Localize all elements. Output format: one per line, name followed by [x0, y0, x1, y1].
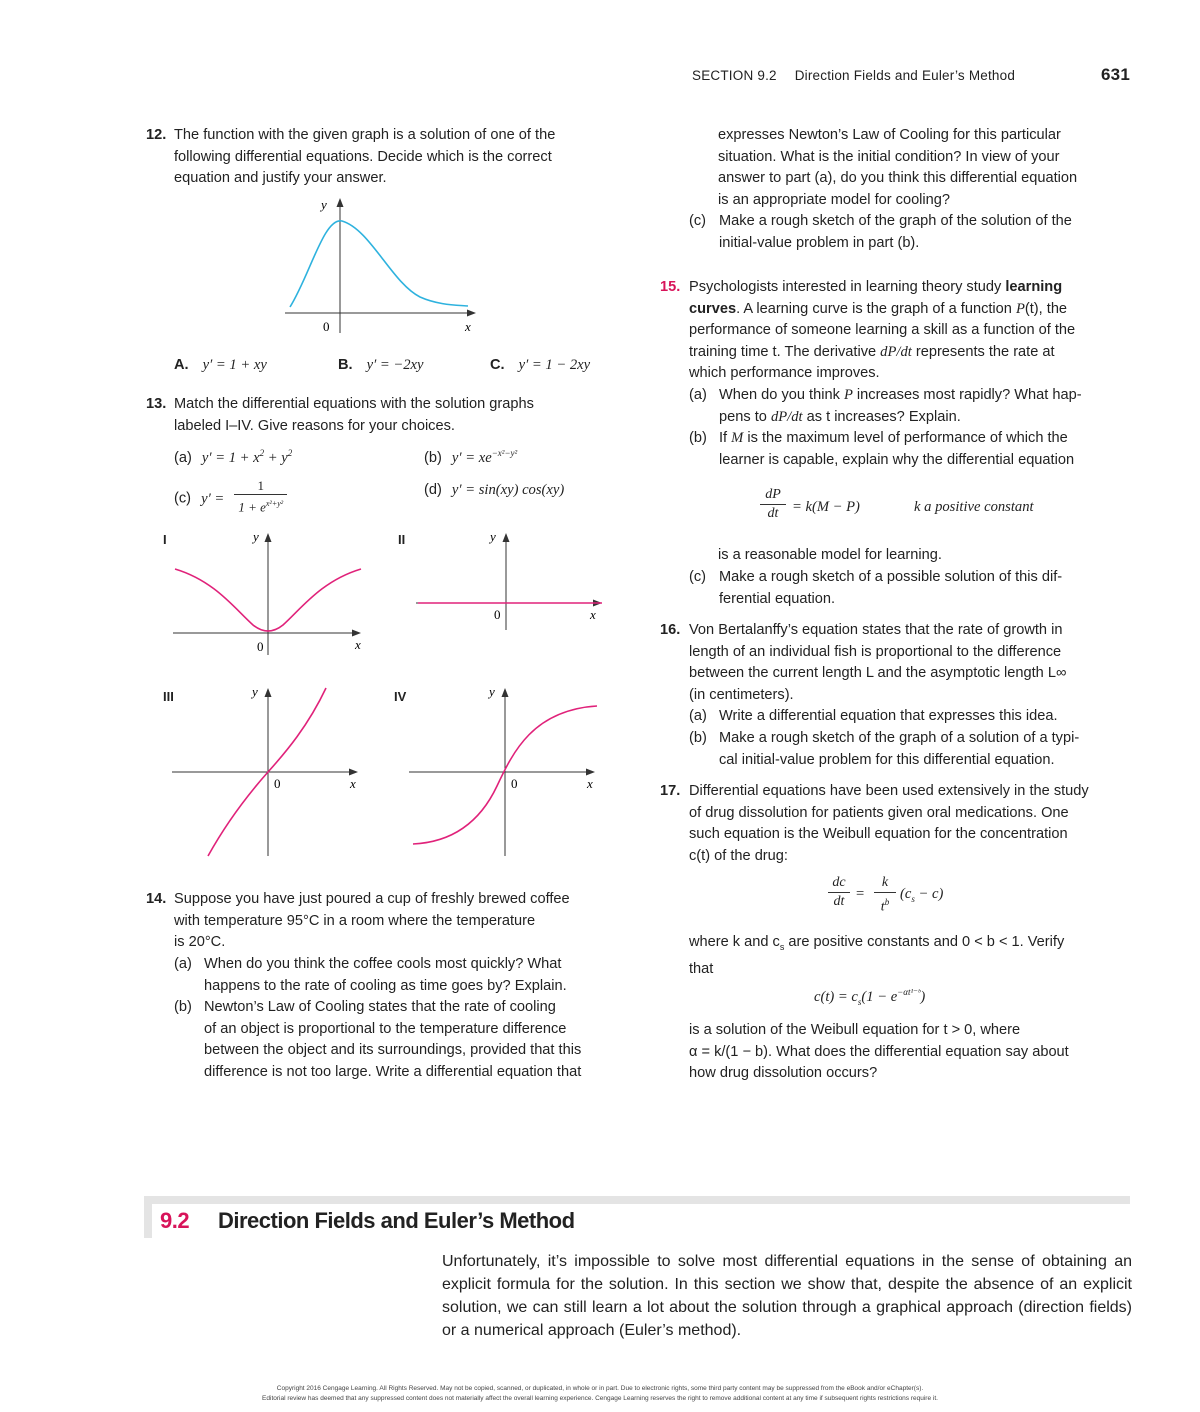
header-section: SECTION 9.2	[692, 68, 777, 83]
graph-label-III: III	[163, 689, 174, 704]
page-number: 631	[1101, 65, 1130, 84]
choice-equation: y′ = −2xy	[366, 357, 424, 373]
problem-number: 14.	[146, 891, 167, 907]
y-axis-arrow	[502, 688, 509, 697]
text-line: When do you think the coffee cools most quickly? What	[204, 956, 562, 972]
problem-text	[174, 394, 634, 437]
text-run: . A learning curve is the graph of a function	[736, 300, 1016, 317]
text-line: how drug dissolution occurs?	[689, 1065, 878, 1082]
text-line	[689, 299, 1139, 321]
problem-text	[174, 125, 634, 190]
text-line: cal initial-value problem for this differential equation.	[719, 751, 1055, 768]
section-number: 9.2	[160, 1208, 190, 1233]
section-rule	[144, 1196, 1130, 1204]
p15-part-a	[689, 385, 1139, 429]
x-label: x	[587, 776, 593, 791]
x-axis-arrow	[586, 769, 595, 776]
math: dP/dt	[880, 343, 912, 360]
fraction-den	[874, 893, 896, 917]
text-line: Match the differential equations with the solution graphs	[174, 396, 534, 412]
text-line: Make a rough sketch of a possible solution of this dif-	[719, 569, 1063, 585]
eq-sup: −αt¹⁻ᵇ	[897, 987, 921, 997]
text-run: (t), the	[1024, 300, 1068, 317]
eq-part: )	[920, 988, 926, 1005]
choice-label: A.	[174, 357, 189, 373]
graph-label-II: II	[398, 532, 406, 547]
header-title: Direction Fields and Euler’s Method	[794, 68, 1016, 83]
y-axis-arrow	[265, 533, 272, 542]
graph-label-I: I	[163, 532, 167, 547]
y-axis-arrow	[265, 688, 272, 697]
text-run: increases most rapidly? What hap-	[852, 387, 1082, 403]
y-label: y	[252, 684, 258, 699]
part-label: (c)	[689, 569, 707, 585]
text-line: learner is capable, explain why the differential equation	[719, 451, 1075, 468]
text-line: such equation is the Weibull equation for the concentration	[689, 826, 1068, 843]
math: dP/dt	[770, 408, 803, 425]
p15-equation	[760, 486, 1100, 530]
x-label: x	[465, 319, 471, 334]
choice-b	[338, 355, 424, 377]
eq-sub: s	[911, 893, 915, 904]
choice-label: B.	[338, 357, 353, 373]
copyright-line: Editorial review has deemed that any suppressed content does not materially affect the overall learning experience. Cengage Learning reserves the right to remove additional content at any time if subsequent rights restrictions require it.	[262, 1395, 938, 1402]
eq-part: y′ = xe	[451, 449, 492, 466]
text-line: performance of someone learning a skill as a function of the	[689, 322, 1076, 339]
text-run: as t increases? Explain.	[802, 408, 961, 425]
p14-continued	[718, 125, 1138, 211]
text-run: When do you think	[719, 387, 844, 403]
eq-part: t	[880, 899, 885, 915]
fraction-num: dP	[760, 486, 786, 505]
part-label: (a)	[689, 387, 707, 403]
part-text	[719, 728, 1139, 771]
p13-eq-c	[174, 480, 287, 517]
equation-rhs: = k(M − P)	[792, 499, 860, 515]
equation	[202, 450, 292, 466]
solution-curve	[290, 221, 468, 307]
text-run: pens to	[719, 408, 771, 425]
equation	[452, 450, 517, 466]
text-line: labeled I–IV. Give reasons for your choices.	[174, 417, 455, 434]
text-line	[689, 932, 1139, 959]
text-line: which performance improves.	[689, 365, 880, 382]
graph-label-IV: IV	[394, 689, 407, 704]
fraction	[828, 874, 850, 911]
eq-sup: 2	[259, 448, 265, 458]
text-line: Differential equations have been used extensively in the study	[689, 783, 1089, 799]
equation: y′ = sin(xy) cos(xy)	[451, 482, 565, 498]
graph-I	[165, 525, 375, 660]
part-text	[719, 706, 1139, 728]
text-run: are positive constants and 0 < b < 1. Verify	[784, 934, 1065, 950]
text-run: is the maximum level of performance of which the	[743, 430, 1068, 446]
text-line: Write a differential equation that expresses this idea.	[719, 708, 1058, 724]
fraction	[760, 486, 786, 523]
p14-part-a	[174, 954, 634, 998]
eq-sup: 2	[287, 448, 293, 458]
math: P	[843, 387, 853, 403]
text-line	[689, 277, 1139, 299]
text-line: Suppose you have just poured a cup of freshly brewed coffee	[174, 891, 570, 907]
fraction	[234, 478, 287, 515]
part-label: (d)	[424, 482, 442, 498]
equation-rhs	[900, 884, 943, 911]
copyright-notice	[135, 1384, 1065, 1404]
text-run: If	[719, 430, 732, 446]
part-text	[719, 567, 1139, 610]
text-line: is a reasonable model for learning.	[718, 547, 942, 563]
text-line: is 20°C.	[174, 934, 226, 951]
part-text	[204, 997, 634, 1083]
text-line: happens to the rate of cooling as time goes by? Explain.	[204, 977, 567, 994]
text-line: Make a rough sketch of the graph of a solution of a typi-	[719, 730, 1080, 746]
text-line: α = k/(1 − b). What does the differential equation say about	[689, 1043, 1069, 1060]
equals-sign: =	[856, 886, 865, 902]
problem-text	[174, 889, 634, 954]
problem-number: 16.	[660, 622, 681, 638]
math: M	[731, 430, 744, 446]
text-line: between the current length L and the asymptotic length L∞	[689, 665, 1067, 682]
problem-text	[689, 277, 1139, 385]
y-axis-arrow	[337, 198, 344, 207]
text-line: Make a rough sketch of the graph of the solution of the	[719, 213, 1072, 229]
fraction-den	[234, 495, 287, 515]
text-line: of an object is proportional to the temperature difference	[204, 1020, 567, 1037]
text-line: initial-value problem in part (b).	[719, 234, 920, 251]
equation-note: k a positive constant	[914, 499, 1034, 515]
x-label: x	[350, 776, 356, 791]
text-run: training time t. The derivative	[689, 343, 881, 360]
graph-p12	[280, 195, 480, 345]
y-label: y	[490, 529, 496, 544]
choice-equation: y′ = 1 − 2xy	[518, 357, 591, 373]
text-line: Von Bertalanffy’s equation states that the rate of growth in	[689, 622, 1063, 638]
section-rule-side	[144, 1196, 152, 1238]
fraction-den: dt	[767, 506, 779, 521]
graph-II	[412, 525, 612, 635]
p14-part-c	[689, 211, 1139, 255]
p17-after	[689, 1020, 1139, 1085]
text-line: situation. What is the initial condition? In view of your	[718, 148, 1060, 165]
x-label: x	[355, 637, 361, 652]
eq-part: c(t) = c	[814, 988, 858, 1005]
origin-label: 0	[274, 776, 281, 791]
choice-c	[490, 355, 590, 377]
graph-IV	[405, 680, 605, 860]
text-line: The function with the given graph is a solution of one of the	[174, 127, 556, 143]
p15-part-c	[689, 567, 1139, 611]
graph-III	[168, 680, 368, 860]
text-line	[719, 407, 1139, 429]
text-line: with temperature 95°C in a room where the temperature	[174, 912, 536, 929]
part-label: (b)	[689, 730, 707, 746]
text-line: between the object and its surroundings, provided that this	[204, 1042, 582, 1059]
y-axis-arrow	[503, 533, 510, 542]
text-line: Newton’s Law of Cooling states that the rate of cooling	[204, 999, 556, 1015]
keyword: curves	[689, 300, 737, 317]
eq-part: (1 − e	[861, 988, 898, 1005]
text-line	[719, 428, 1139, 450]
copyright-line: Copyright 2016 Cengage Learning. All Rights Reserved. May not be copied, scanned, or duplicated, in whole or in part. Due to electronic rights, some third party content may be suppressed from the eBook and/or eChapter(s).	[276, 1385, 924, 1392]
text-run: Psychologists interested in learning theory study	[689, 279, 1006, 295]
origin-label: 0	[323, 319, 330, 334]
eq-part: + y	[264, 449, 288, 466]
p13-eq-d	[424, 480, 564, 502]
text-line: c(t) of the drug:	[689, 847, 788, 864]
eq-sup: x²+y²	[265, 499, 284, 508]
problem-number: 17.	[660, 783, 681, 799]
origin-label: 0	[257, 639, 264, 654]
part-text	[719, 385, 1139, 428]
running-header	[692, 65, 1132, 92]
keyword: learning	[1005, 279, 1063, 295]
text-line: of drug dissolution for patients given oral medications. One	[689, 804, 1069, 821]
text-run: represents the rate at	[911, 343, 1055, 360]
text-line: answer to part (a), do you think this differential equation	[718, 170, 1078, 187]
problem-number: 15.	[660, 279, 681, 295]
fraction-den: dt	[833, 894, 845, 909]
eq-sub: s	[779, 941, 785, 952]
p14-part-b	[174, 997, 634, 1085]
part-label: (c)	[174, 490, 192, 507]
origin-label: 0	[511, 776, 518, 791]
x-axis-arrow	[352, 630, 361, 637]
section-intro: Unfortunately, it’s impossible to solve most differential equations in the sense of obtaining an explicit formula for the solution. In this section we show that, despite the absence of an explicit solution, we can still learn a lot about the solution through a graphical approach (direction fields) or a numerical approach (Euler’s method).	[442, 1253, 1132, 1339]
p17-where	[689, 932, 1139, 980]
text-line: that	[689, 960, 714, 977]
x-axis-arrow	[467, 310, 476, 317]
text-line: equation and justify your answer.	[174, 170, 387, 187]
text-line: expresses Newton’s Law of Cooling for this particular	[718, 127, 1061, 143]
text-line: difference is not too large. Write a differential equation that	[204, 1063, 582, 1080]
origin-label: 0	[494, 607, 501, 622]
part-label: (b)	[174, 999, 192, 1015]
fraction	[874, 874, 896, 917]
weibull-solution	[814, 982, 1044, 1013]
x-axis-arrow	[349, 769, 358, 776]
fraction-num: dc	[828, 874, 850, 893]
eq-sup: b	[884, 897, 890, 907]
text-line: following differential equations. Decide which is the correct	[174, 148, 552, 165]
section-heading	[144, 1196, 1130, 1238]
part-label: (c)	[689, 213, 707, 229]
math: P	[1015, 300, 1025, 317]
y-label: y	[253, 529, 259, 544]
problem-number: 13.	[146, 396, 167, 412]
text-line	[719, 385, 1139, 407]
problem-number: 12.	[146, 127, 167, 143]
p13-eq-b	[424, 443, 517, 469]
weibull-equation	[828, 874, 1008, 918]
text-line: length of an individual fish is proportional to the difference	[689, 643, 1062, 660]
text-run: where k and c	[689, 934, 780, 950]
p16-part-a	[689, 706, 1139, 728]
p15-part-b	[689, 428, 1139, 472]
eq-part: (c	[900, 886, 912, 902]
part-label: (a)	[174, 956, 192, 972]
eq-sub: s	[857, 996, 862, 1007]
section-title: Direction Fields and Euler’s Method	[218, 1208, 575, 1233]
part-text	[719, 428, 1139, 471]
text-line: is a solution of the Weibull equation for t > 0, where	[689, 1022, 1021, 1038]
p16-part-b	[689, 728, 1139, 772]
eq-sup: −x²−y²	[491, 448, 518, 458]
eq-part: 1 + e	[238, 499, 266, 515]
eq-part: y′ = 1 + x	[201, 449, 260, 466]
text-line: ferential equation.	[719, 590, 836, 607]
x-label: x	[590, 607, 596, 622]
p13-eq-a	[174, 443, 292, 469]
fraction-num: 1	[234, 478, 287, 495]
fraction-num: k	[874, 874, 896, 893]
text-line: (in centimeters).	[689, 686, 794, 703]
part-text	[719, 211, 1139, 254]
part-label: (b)	[424, 449, 442, 466]
y-label: y	[489, 684, 495, 699]
choice-label: C.	[490, 357, 505, 373]
part-label: (a)	[689, 708, 707, 724]
part-text	[204, 954, 634, 997]
text-line	[689, 342, 1139, 364]
problem-text	[689, 620, 1139, 706]
part-label: (b)	[689, 430, 707, 446]
choice-a	[174, 355, 267, 377]
choice-equation: y′ = 1 + xy	[202, 357, 267, 373]
part-label: (a)	[174, 449, 192, 466]
eq-part: − c)	[914, 886, 944, 902]
problem-text	[689, 781, 1139, 867]
y-label: y	[321, 197, 327, 212]
eq-part: y′ =	[201, 490, 225, 507]
text-line: is an appropriate model for cooling?	[718, 191, 951, 208]
